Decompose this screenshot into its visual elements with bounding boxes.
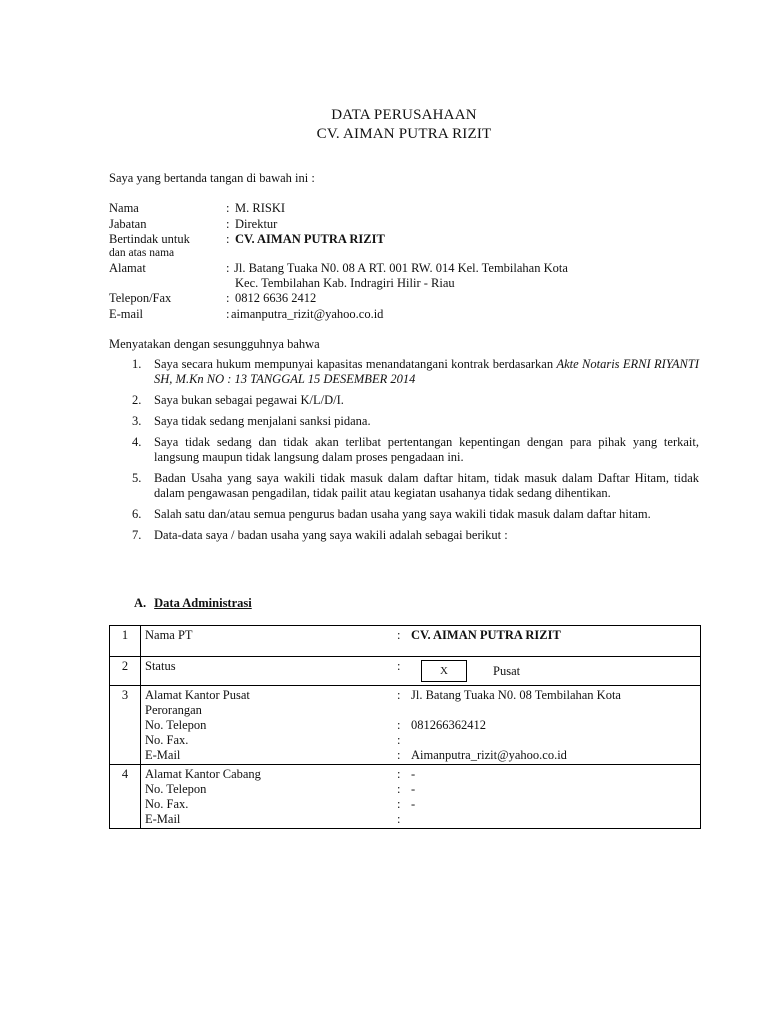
statement-number: 5. [132,471,142,485]
colon: : [397,657,407,686]
colon: : [226,261,230,275]
colons: : : : : [397,686,407,765]
statement-item: 7. Data-data saya / badan usaha yang saya wakili adalah sebagai berikut : [132,528,508,542]
company-title: CV. AIMAN PUTRA RIZIT [316,126,492,142]
administration-table [109,625,701,829]
statement-item: 1. Saya secara hukum mempunyai kapasitas menandatangani kontrak berdasarkan Akte Notaris ERNI RIYANTI SH, M.Kn NO : 13 TANGGAL 15 DESEMBER 2014 [132,357,699,386]
alamat-label: Alamat [109,261,146,275]
colon: : [226,217,230,231]
bertindak-label: Bertindak untuk [109,232,190,246]
statement-number: 3. [132,414,142,428]
section-heading [134,596,252,611]
row-number: 3 [110,686,141,765]
jabatan-value: Direktur [235,217,278,231]
field-label: Nama PT [141,626,398,657]
statement-item: 5. Badan Usaha yang saya wakili tidak masuk dalam daftar hitam, tidak masuk dalam Daftar Hitam, tidak dalam pengawasan pengadilan, tidak pailit atau kegiatan usahanya tidak sedang dihentikan. [132,471,699,500]
phone-value: 081266362412 [411,718,486,732]
colon: : [397,626,407,657]
status-checkbox: X [421,660,467,682]
colons: : : : : [397,765,407,829]
email-label: E-mail [109,307,144,321]
field-label: No. Telepon [145,782,207,796]
bertindak-value: CV. AIMAN PUTRA RIZIT [235,232,385,246]
statement-number: 2. [132,393,142,407]
field-labels [141,765,398,829]
field-label: No. Telepon [145,718,207,732]
statement-item: 6. Salah satu dan/atau semua pengurus badan usaha yang saya wakili tidak masuk dalam daftar hitam. [132,507,651,521]
branch-address-value: - [411,767,416,781]
email-value: aimanputra_rizit@yahoo.co.id [231,307,384,321]
statement-item: 3. Saya tidak sedang menjalani sanksi pidana. [132,414,371,428]
field-label: No. Fax. [145,733,189,747]
field-label: Perorangan [145,703,202,717]
table-row [110,765,701,829]
row-number: 4 [110,765,141,829]
statement-number: 4. [132,435,142,449]
field-values [407,686,701,765]
statement-number: 7. [132,528,142,542]
statement-number: 6. [132,507,142,521]
field-label: Alamat Kantor Cabang [145,767,261,781]
table-row [110,686,701,765]
table-row [110,657,701,686]
statement-item: 2. Saya bukan sebagai pegawai K/L/D/I. [132,393,344,407]
colon: : [226,307,230,321]
declaration-intro: Menyatakan dengan sesungguhnya bahwa [109,337,320,351]
statement-number: 1. [132,357,142,371]
field-label: E-Mail [145,812,181,826]
field-label: E-Mail [145,748,181,762]
field-labels [141,686,398,765]
intro-text: Saya yang bertanda tangan di bawah ini : [109,171,315,185]
statement-item: 4. Saya tidak sedang dan tidak akan terlibat pertentangan kepentingan dengan para pihak yang terkait, langsung maupun tidak langsung dalam proses pengadaan ini. [132,435,699,464]
telepon-value: 0812 6636 2412 [235,291,317,305]
field-label: Alamat Kantor Pusat [145,688,250,702]
status-label: Pusat [493,664,521,678]
email-value: Aimanputra_rizit@yahoo.co.id [411,748,567,762]
company-name-value: CV. AIMAN PUTRA RIZIT [407,626,701,657]
branch-fax-value: - [411,797,416,811]
branch-phone-value: - [411,782,416,796]
address-value: Jl. Batang Tuaka N0. 08 Tembilahan Kota [411,688,621,702]
statement-list [109,357,699,549]
colon: : [226,201,230,215]
document-page: DATA PERUSAHAAN CV. AIMAN PUTRA RIZIT Saya yang bertanda tangan di bawah ini : Nama : M. RISKI Jabatan : Direktur Bertindak untuk : CV. AIMAN PUTRA RIZIT dan atas nama Alamat : Jl. Batang Tuaka N0. 08 A RT. 001 RW. 014 Kel. Tembilahan Kota Kec. Tembilahan Kab. Indragiri Hilir - Riau Telepon/Fax : 0812 6636 2412 E-mail : aimanputra_rizit@yahoo.co.id Menyatakan dengan sesungguhnya bahwa 1. Saya secara hukum mempunyai kapasitas menandatangani kontrak berdasarkan Akte Notaris ERNI RIYANTI SH, M.Kn NO : 13 TANGGAL 15 DESEMBER 2014 2. Saya bukan sebagai pegawai K/L/D/I. 3. Saya tidak sedang menjalani sanksi pidana. 4. Saya tidak sedang dan tidak akan terlibat pertentangan kepentingan dengan para pihak yang terkait, langsung maupun tidak langsung dalam proses pengadaan ini. 5. Badan Usaha yang saya wakili tidak masuk dalam daftar hitam, tidak masuk dalam Daftar Hitam, tidak dalam pengawasan pengadilan, tidak pailit atau kegiatan usahanya tidak sedang dihentikan. 6. Salah satu dan/atau semua pengurus badan usaha yang saya wakili tidak masuk dalam daftar hitam. 7. Data-data saya / badan usaha yang saya wakili adalah sebagai berikut : A. Data Administrasi 1 Nama PT : CV. AIMAN PUTRA RIZIT 2 Status : X Pusat 3 Alamat Kantor Pusat Perorangan No. Telepon No. Fax. E-Mail : : : : Jl. Batang Tuaka N0. 08 Tembilahan Kota 081266362412 Aimanputra_rizit@yahoo.co.id 4 Alamat Kantor Cabang No. Telepon No. Fax. E-Mail : : : : - - - [0,0,768,1024]
telepon-label: Telepon/Fax [109,291,172,305]
field-values [407,765,701,829]
alamat-value: Jl. Batang Tuaka N0. 08 A RT. 001 RW. 014 Kel. Tembilahan Kota [234,261,568,275]
section-letter: A. [134,596,147,610]
status-value [407,657,701,686]
section-label: Data Administrasi [154,596,252,610]
field-label: No. Fax. [145,797,189,811]
jabatan-label: Jabatan [109,217,147,231]
table-row [110,626,701,657]
nama-label: Nama [109,201,139,215]
field-label: Status [141,657,398,686]
alamat-value-2: Kec. Tembilahan Kab. Indragiri Hilir - Riau [235,276,455,290]
colon: : [226,291,230,305]
document-title: DATA PERUSAHAAN [331,107,477,123]
row-number: 2 [110,657,141,686]
row-number: 1 [110,626,141,657]
nama-value: M. RISKI [235,201,286,215]
colon: : [226,232,230,246]
